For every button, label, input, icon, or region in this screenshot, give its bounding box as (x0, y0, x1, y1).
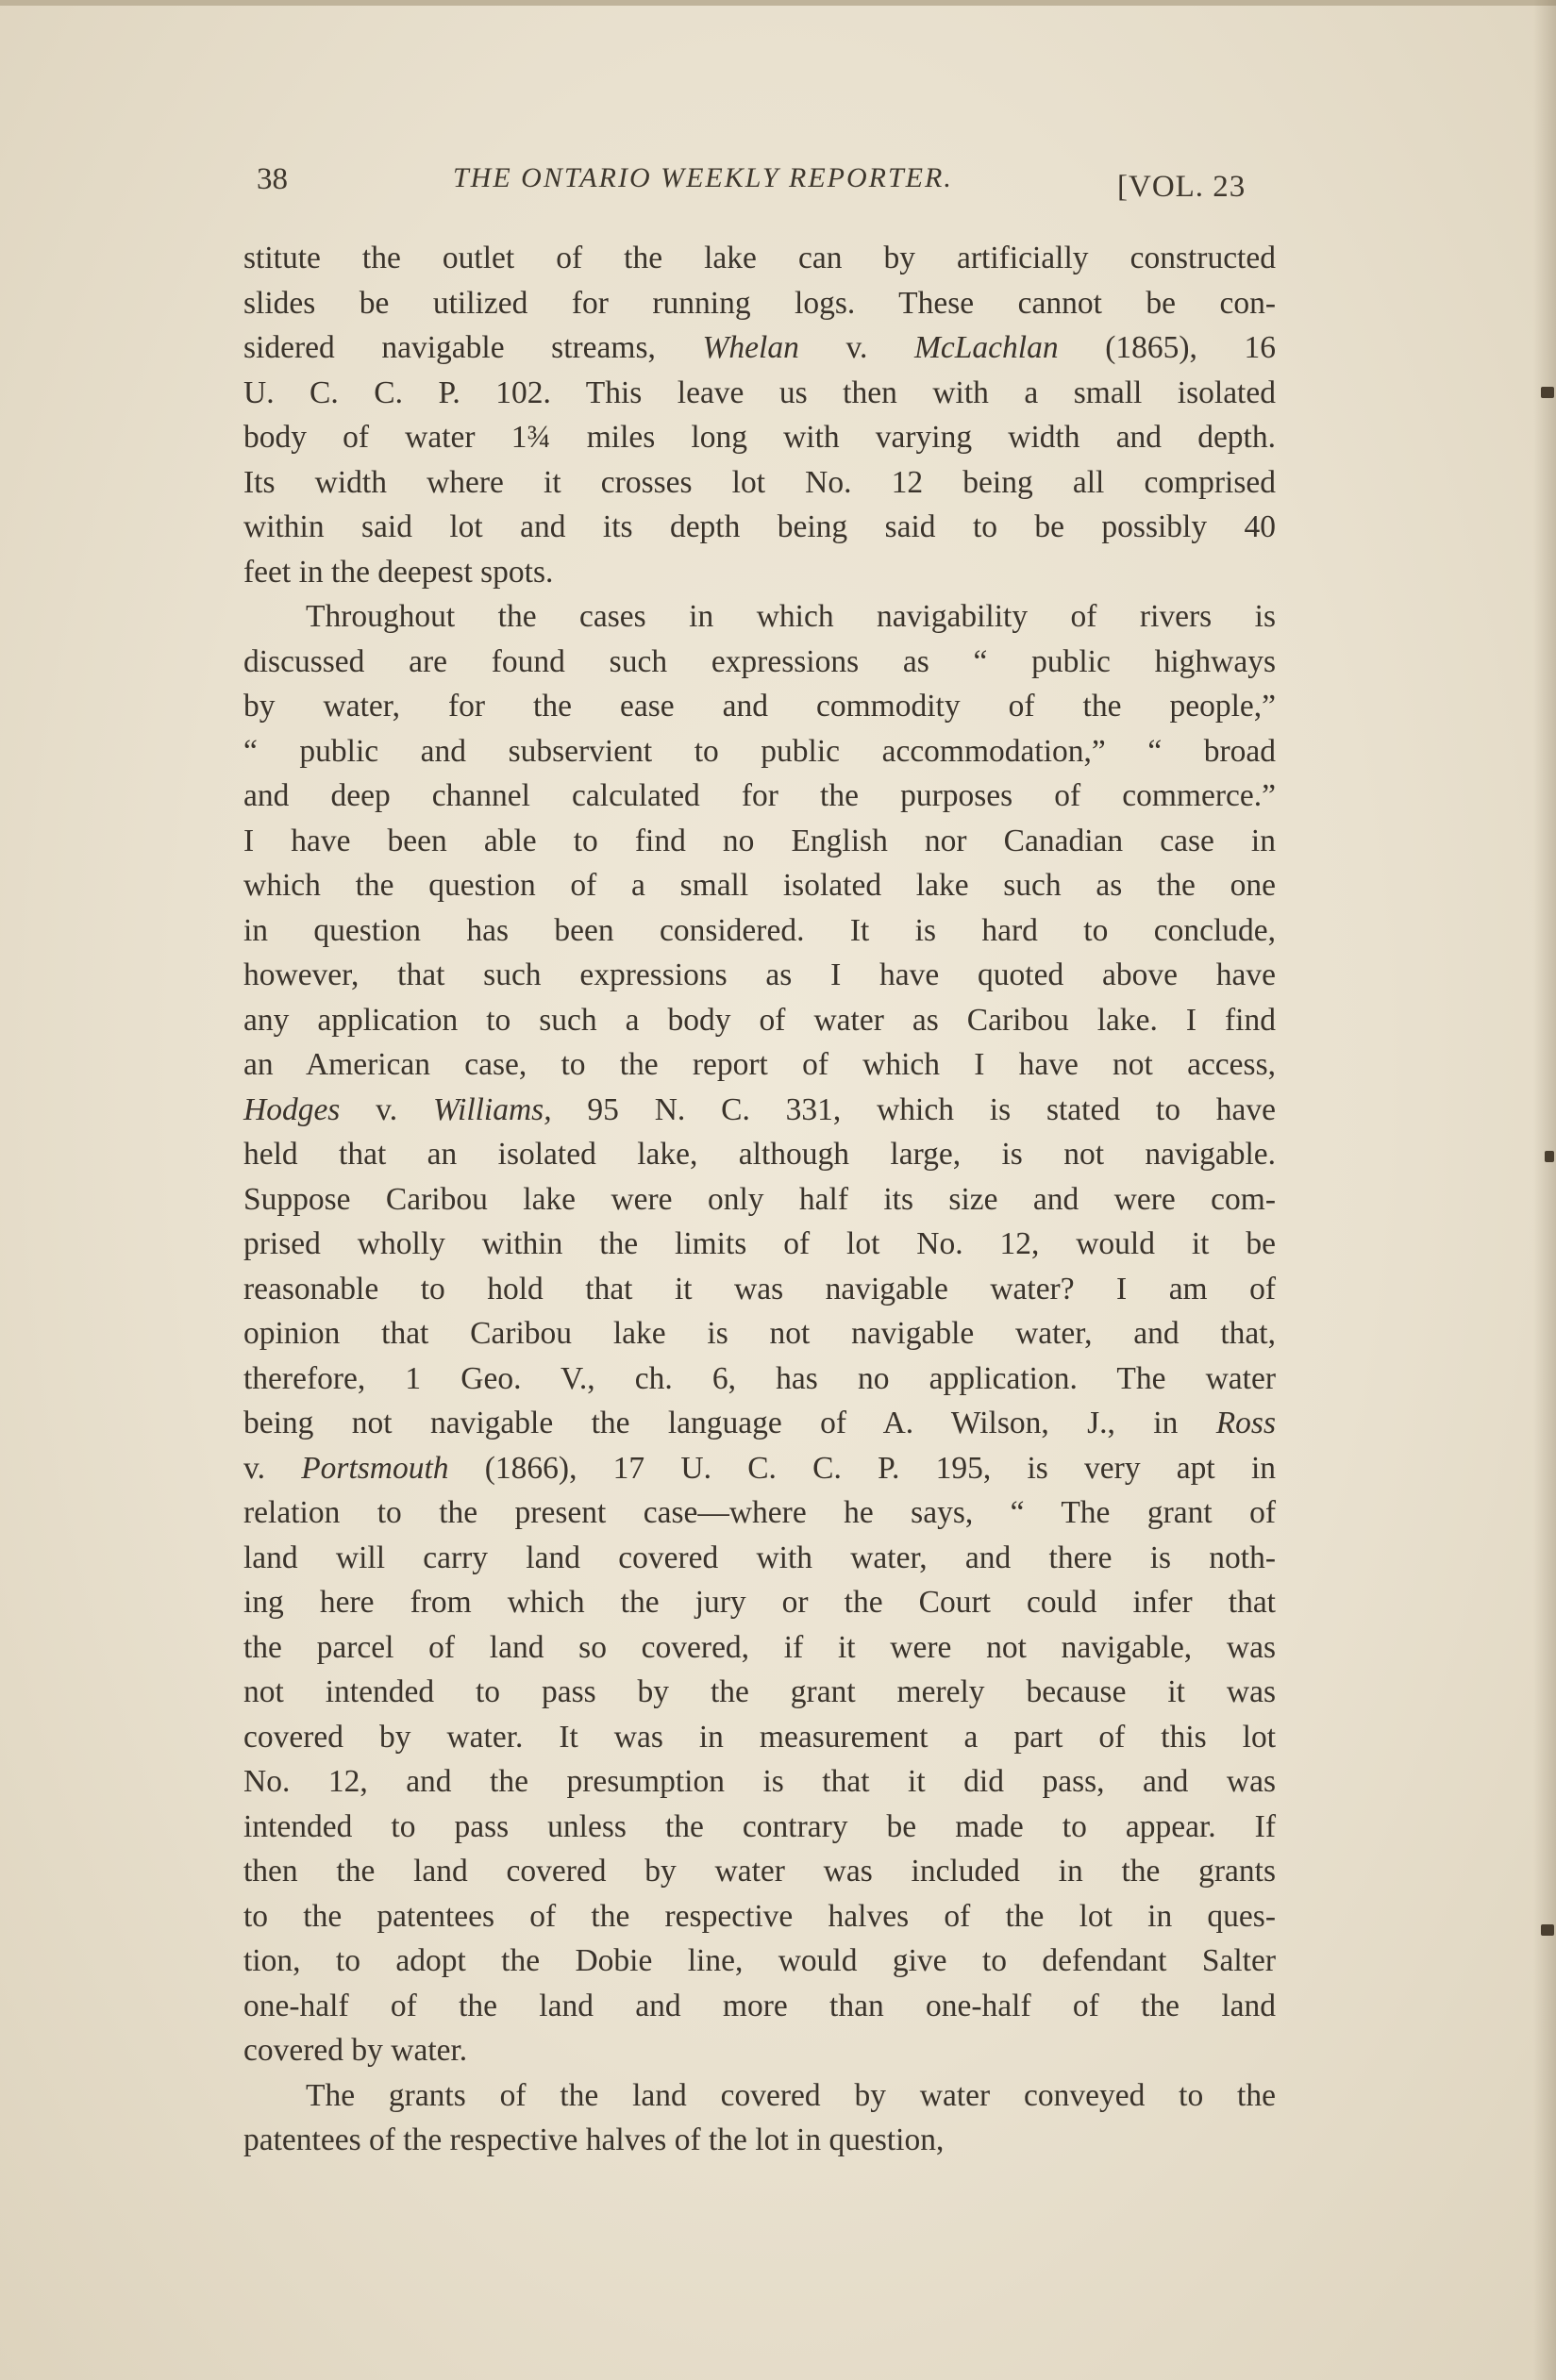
text-line (243, 2028, 1276, 2073)
text-line (243, 1580, 1276, 1625)
text-line (243, 2118, 1276, 2163)
text-line (243, 2073, 1276, 2119)
text-run: feet in the deepest spots. (243, 554, 554, 590)
text-line (243, 863, 1276, 908)
text-run: an American case, to the report of which I have not access, (243, 1047, 1276, 1082)
text-run: patentees of the respective halves of the lot in question, (243, 2122, 945, 2157)
text-run: relation to the present case—where he says, “ The grant of (243, 1495, 1276, 1530)
text-run: within said lot and its depth being said to be possibly 40 (243, 509, 1276, 544)
margin-tab-mark (1545, 1151, 1554, 1162)
text-run: held that an isolated lake, although large, is not navigable. (243, 1137, 1276, 1172)
text-line (243, 1132, 1276, 1177)
text-run: the parcel of land so covered, if it were not navigable, was (243, 1629, 1276, 1665)
text-run: discussed are found such expressions as “ public highways (243, 643, 1276, 679)
text-line (243, 1536, 1276, 1581)
text-line (243, 819, 1276, 864)
text-line (243, 1984, 1276, 2029)
text-run: Throughout the cases in which navigability of rivers is (306, 599, 1276, 634)
text-line (243, 460, 1276, 506)
volume-label: [VOL. 23 (1117, 170, 1246, 204)
text-run: stitute the outlet of the lake can by artificially constructed (243, 241, 1276, 275)
text-line (243, 953, 1276, 998)
page-right-edge-shadow (1533, 0, 1556, 2380)
text-line (243, 1849, 1276, 1894)
text-run: to the patentees of the respective halves of the lot in ques- (243, 1898, 1276, 1934)
paragraph (243, 236, 1276, 594)
text-line (243, 684, 1276, 729)
text-line (243, 1311, 1276, 1356)
text-line (243, 236, 1276, 281)
text-line (243, 325, 1276, 371)
text-line (243, 1715, 1276, 1760)
text-line (243, 1177, 1276, 1223)
text-run: covered by water. (243, 2033, 468, 2068)
text-run: body of water 1¾ miles long with varying width and depth. (243, 420, 1276, 455)
text-run: ing here from which the jury or the Court could infer that (243, 1585, 1276, 1620)
text-line (243, 1088, 1276, 1133)
text-run: covered by water. It was in measurement a part of this lot (243, 1719, 1276, 1755)
text-run: U. C. C. P. 102. This leave us then with a small isolated (243, 374, 1276, 410)
text-run: Its width where it crosses lot No. 12 being all comprised (243, 464, 1276, 500)
text-line (243, 908, 1276, 954)
text-run: v. (340, 1091, 433, 1127)
text-line (243, 594, 1276, 640)
case-name-italic: Whelan (702, 330, 799, 365)
case-name-italic: Ross (1215, 1406, 1276, 1440)
text-run: Suppose Caribou lake were only half its size and were com- (243, 1181, 1276, 1217)
text-line (243, 371, 1276, 416)
case-name-italic: Portsmouth (301, 1450, 449, 1486)
text-run: “ public and subservient to public accommodation,” “ broad (243, 733, 1276, 769)
text-run: The grants of the land covered by water conveyed to the (306, 2077, 1276, 2113)
text-run: v. (798, 330, 915, 365)
running-header (243, 158, 1276, 215)
text-run: intended to pass unless the contrary be made to appear. If (243, 1808, 1276, 1844)
page-top-edge (0, 0, 1556, 6)
text-line (243, 774, 1276, 819)
text-run: in question has been considered. It is hard to conclude, (243, 912, 1276, 948)
text-run: (1866), 17 U. C. C. P. 195, is very apt in (448, 1450, 1277, 1486)
text-line (243, 1490, 1276, 1536)
text-line (243, 1446, 1276, 1491)
text-line (243, 998, 1276, 1043)
text-line (243, 1401, 1276, 1446)
text-run: therefore, 1 Geo. V., ch. 6, has no application. The water (243, 1360, 1276, 1396)
text-run: 95 N. C. 331, which is stated to have (551, 1091, 1277, 1127)
text-run: reasonable to hold that it was navigable water? I am of (243, 1271, 1276, 1307)
text-run: any application to such a body of water as Caribou lake. I find (243, 1002, 1276, 1038)
text-run: by water, for the ease and commodity of the people,” (243, 689, 1276, 724)
margin-tab-mark (1541, 1924, 1554, 1936)
paragraph (243, 2073, 1276, 2163)
text-run: I have been able to find no English nor Canadian case in (243, 823, 1276, 858)
text-line (243, 505, 1276, 550)
text-line (243, 281, 1276, 326)
text-run: not intended to pass by the grant merely because it was (243, 1674, 1276, 1709)
case-name-italic: McLachlan (914, 330, 1059, 365)
running-title: THE ONTARIO WEEKLY REPORTER. (453, 162, 953, 193)
text-run: No. 12, and the presumption is that it did pass, and was (243, 1764, 1276, 1799)
text-run: (1865), 16 (1058, 330, 1277, 365)
text-run: sidered navigable streams, (243, 330, 703, 365)
text-line (243, 415, 1276, 460)
text-line (243, 1939, 1276, 1984)
text-line (243, 729, 1276, 774)
text-line (243, 1042, 1276, 1088)
text-line (243, 550, 1276, 595)
text-line (243, 1356, 1276, 1402)
text-run: which the question of a small isolated lake such as the one (243, 868, 1276, 903)
text-run: being not navigable the language of A. Wilson, J., in (243, 1406, 1216, 1440)
text-line (243, 1222, 1276, 1267)
text-run: opinion that Caribou lake is not navigable water, and that, (243, 1316, 1276, 1351)
body-text (243, 236, 1276, 2163)
text-line (243, 1759, 1276, 1805)
text-run: one-half of the land and more than one-half of the land (243, 1988, 1276, 2023)
text-run: v. (243, 1450, 302, 1486)
page-number: 38 (257, 162, 288, 196)
text-line (243, 1267, 1276, 1312)
text-run: and deep channel calculated for the purposes of commerce.” (243, 778, 1276, 813)
text-line (243, 640, 1276, 685)
text-run: prised wholly within the limits of lot No. 12, would it be (243, 1226, 1276, 1261)
text-line (243, 1894, 1276, 1939)
text-run: then the land covered by water was included in the grants (243, 1854, 1276, 1889)
text-run: however, that such expressions as I have quoted above have (243, 957, 1276, 992)
text-line (243, 1670, 1276, 1715)
text-run: tion, to adopt the Dobie line, would give to defendant Salter (243, 1943, 1276, 1978)
text-run: slides be utilized for running logs. These cannot be con- (243, 285, 1276, 321)
case-name-italic: Hodges (243, 1091, 341, 1127)
case-name-italic: Williams, (432, 1091, 552, 1127)
text-line (243, 1625, 1276, 1671)
text-line (243, 1805, 1276, 1850)
paragraph (243, 594, 1276, 2073)
text-run: land will carry land covered with water, and there is noth- (243, 1540, 1276, 1575)
margin-tab-mark (1541, 387, 1554, 398)
